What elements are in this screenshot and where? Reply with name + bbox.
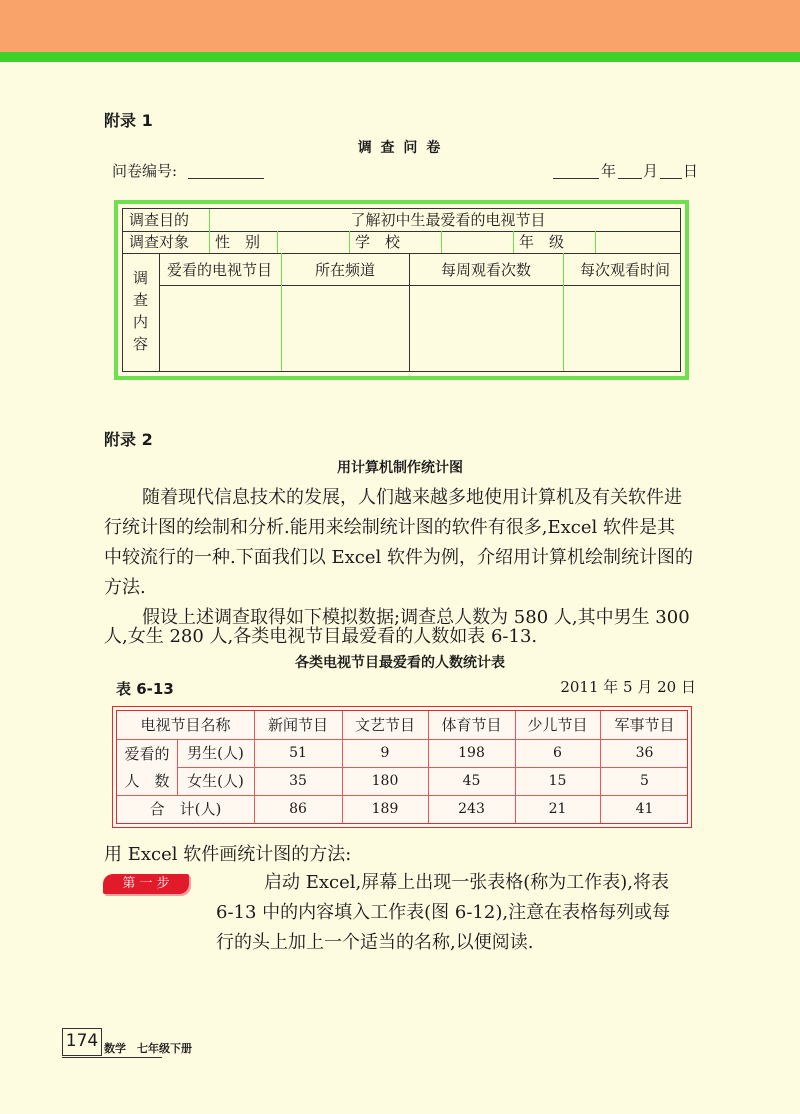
appendix1-title: 调 查 问 卷: [357, 140, 443, 156]
step1-line1: 启动 Excel,屏幕上出现一张表格(称为工作表),将表: [264, 872, 669, 893]
row-total-label: 合 计(人): [149, 800, 222, 818]
female-cell: 45: [462, 773, 481, 789]
para2-line1: 假设上述调查取得如下模拟数据;调查总人数为 580 人,其中男生 300: [142, 607, 690, 628]
total-cell: 189: [371, 801, 399, 817]
page-number: 174: [62, 1028, 102, 1056]
purpose-label: 调查目的: [129, 211, 190, 229]
grade-label: 年 级: [519, 233, 565, 251]
appendix2-title: 用计算机制作统计图: [337, 460, 463, 476]
year-label: 年: [601, 162, 617, 180]
gender-label: 性 别: [215, 233, 261, 251]
object-label: 调查对象: [129, 233, 190, 251]
total-cell: 243: [458, 801, 485, 817]
total-cell: 41: [635, 801, 654, 817]
col-header: 新闻节目: [267, 716, 328, 734]
month-line: [618, 178, 642, 179]
female-cell: 15: [548, 773, 567, 789]
page-underline: [62, 1057, 162, 1058]
content-label-4: 容: [133, 335, 149, 353]
female-cell: 5: [640, 773, 649, 789]
method-intro: 用 Excel 软件画统计图的方法:: [104, 844, 352, 865]
col-duration: 每次观看时间: [579, 261, 670, 279]
male-cell: 9: [380, 745, 390, 761]
male-cell: 198: [458, 745, 485, 761]
female-cell: 35: [289, 773, 307, 789]
female-cell: 180: [371, 773, 399, 789]
para2-line2: 人,女生 280 人,各类电视节目最爱看的人数如表 6-13.: [104, 626, 538, 647]
col-program: 爱看的电视节目: [167, 261, 273, 279]
para1-line1: 随着现代信息技术的发展，人们越来越多地使用计算机及有关软件进: [142, 487, 682, 508]
content-label-3: 内: [133, 313, 149, 331]
male-cell: 6: [553, 745, 562, 761]
col-header: 体育节目: [441, 716, 502, 734]
purpose-value: 了解初中生最爱看的电视节目: [350, 211, 546, 229]
col-channel: 所在频道: [314, 261, 375, 279]
male-cell: 36: [635, 745, 654, 761]
group-label-1: 爱看的: [124, 745, 170, 763]
form-no-label: 问卷编号:: [112, 162, 178, 180]
content-label-1: 调: [133, 269, 149, 287]
content-label-2: 查: [133, 291, 149, 309]
day-label: 日: [683, 162, 699, 180]
group-label-2: 人 数: [124, 772, 170, 790]
month-label: 月: [643, 162, 659, 180]
top-green-stripe: [0, 52, 800, 62]
stats-table: [112, 706, 692, 828]
table-label: 表 6-13: [116, 680, 174, 698]
para1-line3: 中较流行的一种.下面我们以 Excel 软件为例，介绍用计算机绘制统计图的: [104, 547, 693, 568]
header-program-name: 电视节目名称: [140, 716, 231, 734]
top-color-band: [0, 0, 800, 52]
col-weekly: 每周观看次数: [440, 261, 531, 279]
total-cell: 21: [548, 801, 567, 817]
table-date: 2011 年 5 月 20 日: [560, 678, 696, 696]
step1-line2: 6-13 中的内容填入工作表(图 6-12),注意在表格每列或每: [216, 902, 671, 923]
step1-line3: 行的头上加上一个适当的名称,以便阅读.: [216, 932, 534, 953]
col-header: 军事节目: [614, 716, 675, 734]
appendix2-heading: 附录 2: [104, 430, 153, 449]
school-label: 学 校: [355, 233, 401, 251]
appendix1-heading: 附录 1: [104, 111, 153, 130]
para1-line2: 行统计图的绘制和分析.能用来绘制统计图的软件有很多,Excel 软件是其: [104, 517, 675, 538]
row-female-label: 女生(人): [187, 772, 244, 790]
male-cell: 51: [289, 745, 307, 761]
survey-form-grid: [122, 208, 681, 372]
col-header: 文艺节目: [354, 716, 415, 734]
step-one-badge: 第 一 步: [103, 874, 189, 894]
col-header: 少儿节目: [527, 716, 588, 734]
table-caption: 各类电视节目最爱看的人数统计表: [295, 655, 505, 671]
year-line: [553, 178, 599, 179]
form-no-line: [188, 178, 264, 179]
survey-form: [114, 200, 689, 380]
para1-line4: 方法.: [104, 577, 146, 598]
row-male-label: 男生(人): [187, 744, 244, 762]
day-line: [660, 178, 682, 179]
stats-table-grid: [116, 710, 688, 824]
total-cell: 86: [289, 801, 307, 817]
book-title: 数学 七年级下册: [104, 1042, 192, 1055]
